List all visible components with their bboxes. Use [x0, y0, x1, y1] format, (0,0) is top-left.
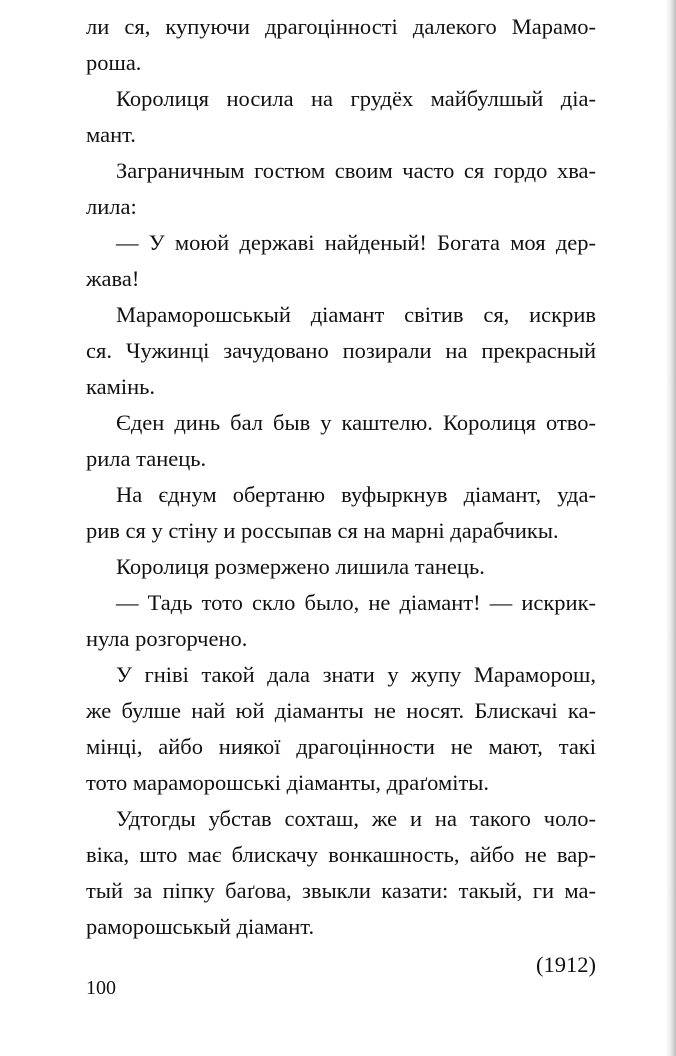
- text-line: Королиця розмержено лишила танець.: [116, 554, 485, 579]
- text-line: тый за піпку баґова, звыкли казати: такый, ги ма-: [86, 878, 596, 903]
- text-line: жава!: [86, 266, 140, 291]
- year-note: (1912): [536, 952, 596, 977]
- text-line: На єднум обертаню вуфыркнув діамант, уда-: [116, 482, 596, 507]
- text-line: — У моюй державі найденый! Богата моя дер-: [116, 230, 596, 255]
- text-line: же булше най юй діаманты не носят. Блискачі ка-: [86, 698, 596, 723]
- text-line: — Тадь тото скло было, не діамант! — искрик-: [116, 590, 596, 615]
- text-line: рила танець.: [86, 446, 207, 471]
- text-line: У гніві такой дала знати у жупу Мараморош,: [116, 662, 596, 687]
- text-line: рив ся у стіну и россыпав ся на марні дарабчикы.: [86, 518, 559, 543]
- text-line: Удтогды убстав сохташ, же и на такого чоло-: [116, 806, 596, 831]
- page-edge-shadow: [666, 0, 676, 1056]
- text-line: нула розгорчено.: [86, 626, 248, 651]
- text-line: ся. Чужинці зачудовано позирали на прекрасный: [86, 338, 596, 363]
- text-line: мант.: [86, 122, 136, 147]
- text-line: ли ся, купуючи драгоцінності далекого Марамо-: [86, 14, 596, 39]
- page-number: 100: [86, 977, 116, 999]
- text-line: Єден динь бал быв у каштелю. Королиця отво-: [116, 410, 596, 435]
- text-line: тото мараморошські діаманты, драґоміты.: [86, 770, 490, 795]
- text-line: Заграничным гостюм своим часто ся гордо хва-: [116, 158, 596, 183]
- story-text: [86, 9, 596, 983]
- text-line: Королиця носила на грудёх майбулшый діа-: [116, 86, 596, 111]
- text-line: камінь.: [86, 374, 155, 399]
- text-line: раморошськый діамант.: [86, 914, 315, 939]
- text-line: віка, што має блискачу вонкашность, айбо не вар-: [86, 842, 596, 867]
- text-line: лила:: [86, 194, 137, 219]
- text-line: Мараморошськый діамант світив ся, искрив: [116, 302, 596, 327]
- text-line: мінці, айбо ниякої драгоцінности не мают, такі: [86, 734, 596, 759]
- text-line: роша.: [86, 50, 142, 75]
